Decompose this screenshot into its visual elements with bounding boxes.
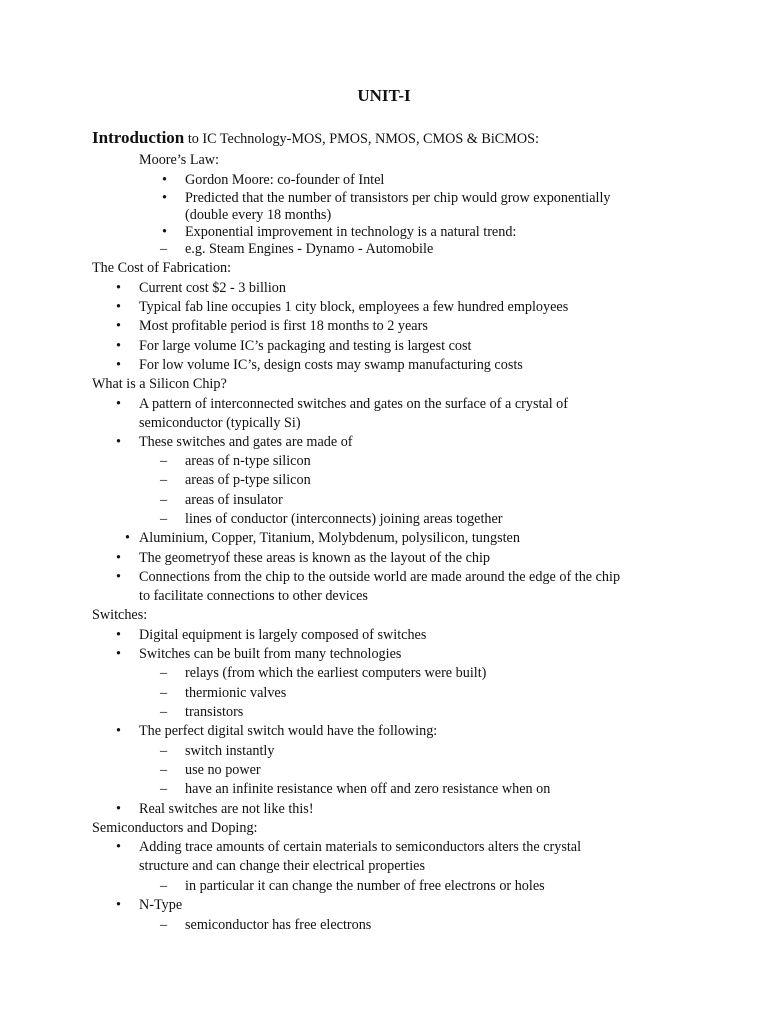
semi-item-cont: structure and can change their electrical properties	[139, 858, 425, 874]
switches-subitem: thermionic valves	[185, 685, 287, 701]
bullet-dot: •	[116, 357, 121, 373]
bullet-dot: •	[116, 839, 121, 855]
bullet-dash: –	[160, 917, 168, 933]
bullet-dot: •	[116, 338, 121, 354]
chip-item-cont: semiconductor (typically Si)	[139, 415, 301, 431]
bullet-dot: •	[162, 190, 167, 206]
semi-heading: Semiconductors and Doping:	[92, 820, 258, 836]
cost-item: Current cost $2 - 3 billion	[139, 280, 286, 296]
bullet-dot: •	[116, 434, 121, 450]
bullet-dot: •	[162, 172, 167, 188]
switches-item: The perfect digital switch would have the following:	[139, 723, 438, 739]
bullet-dash: –	[160, 878, 168, 894]
moore-item: Gordon Moore: co-founder of Intel	[185, 172, 385, 188]
switches-heading: Switches:	[92, 607, 148, 623]
bullet-dot: •	[116, 299, 121, 315]
switches-subitem: transistors	[185, 704, 244, 720]
bullet-dot: •	[162, 224, 167, 240]
moore-subitem: e.g. Steam Engines - Dynamo - Automobile	[185, 241, 434, 257]
chip-item: Connections from the chip to the outside world are made around the edge of the chip	[139, 569, 621, 585]
chip-item-cont: to facilitate connections to other devices	[139, 588, 368, 604]
switches-subitem: have an infinite resistance when off and zero resistance when on	[185, 781, 551, 797]
cost-item: For low volume IC’s, design costs may swamp manufacturing costs	[139, 357, 523, 373]
bullet-dot: •	[116, 396, 121, 412]
bullet-dash: –	[160, 743, 168, 759]
cost-item: Typical fab line occupies 1 city block, employees a few hundred employees	[139, 299, 569, 315]
cost-item: For large volume IC’s packaging and testing is largest cost	[139, 338, 472, 354]
intro-text: to IC Technology-MOS, PMOS, NMOS, CMOS & BiCMOS:	[184, 131, 539, 147]
bullet-dash: –	[160, 511, 168, 527]
chip-subitem: areas of insulator	[185, 492, 283, 508]
bullet-dash: –	[160, 241, 168, 257]
switches-item: Digital equipment is largely composed of switches	[139, 627, 427, 643]
cost-item: Most profitable period is first 18 months to 2 years	[139, 318, 428, 334]
page-title: UNIT-I	[357, 86, 411, 105]
bullet-dot: •	[116, 550, 121, 566]
bullet-dash: –	[160, 453, 168, 469]
chip-item: A pattern of interconnected switches and gates on the surface of a crystal of	[139, 396, 569, 412]
switches-item: Switches can be built from many technologies	[139, 646, 402, 662]
chip-item: The geometryof these areas is known as the layout of the chip	[139, 550, 491, 566]
bullet-dot: •	[116, 627, 121, 643]
moore-item: Predicted that the number of transistors per chip would grow exponentially	[185, 190, 611, 206]
bullet-dash: –	[160, 704, 168, 720]
bullet-dash: –	[160, 472, 168, 488]
semi-subitem: in particular it can change the number of free electrons or holes	[185, 878, 545, 894]
bullet-dash: –	[160, 685, 168, 701]
chip-item: These switches and gates are made of	[139, 434, 353, 450]
moore-item: Exponential improvement in technology is a natural trend:	[185, 224, 517, 240]
semi-item: N-Type	[139, 897, 183, 913]
chip-item: Aluminium, Copper, Titanium, Molybdenum, polysilicon, tungsten	[139, 530, 520, 546]
moore-heading: Moore’s Law:	[139, 152, 219, 168]
bullet-dash: –	[160, 665, 168, 681]
bullet-dash: –	[160, 762, 168, 778]
switches-subitem: switch instantly	[185, 743, 275, 759]
semi-subitem: semiconductor has free electrons	[185, 917, 372, 933]
switches-subitem: use no power	[185, 762, 261, 778]
bullet-dot: •	[116, 569, 121, 585]
semi-item: Adding trace amounts of certain materials to semiconductors alters the crystal	[139, 839, 582, 855]
chip-subitem: areas of n-type silicon	[185, 453, 311, 469]
chip-subitem: areas of p-type silicon	[185, 472, 311, 488]
chip-heading: What is a Silicon Chip?	[92, 376, 227, 392]
bullet-dash: –	[160, 492, 168, 508]
bullet-dot: •	[116, 897, 121, 913]
bullet-dash: –	[160, 781, 168, 797]
bullet-dot: •	[116, 646, 121, 662]
bullet-dot: •	[116, 801, 121, 817]
switches-item: Real switches are not like this!	[139, 801, 314, 817]
bullet-dot: •	[116, 723, 121, 739]
bullet-dot: •	[116, 280, 121, 296]
bullet-dot: •	[125, 530, 130, 546]
cost-heading: The Cost of Fabrication:	[92, 260, 232, 276]
chip-subitem: lines of conductor (interconnects) joining areas together	[185, 511, 503, 527]
moore-item-cont: (double every 18 months)	[185, 207, 332, 223]
switches-subitem: relays (from which the earliest computers were built)	[185, 665, 487, 681]
intro-bold: Introduction	[92, 128, 185, 147]
bullet-dot: •	[116, 318, 121, 334]
intro-heading	[92, 129, 539, 148]
